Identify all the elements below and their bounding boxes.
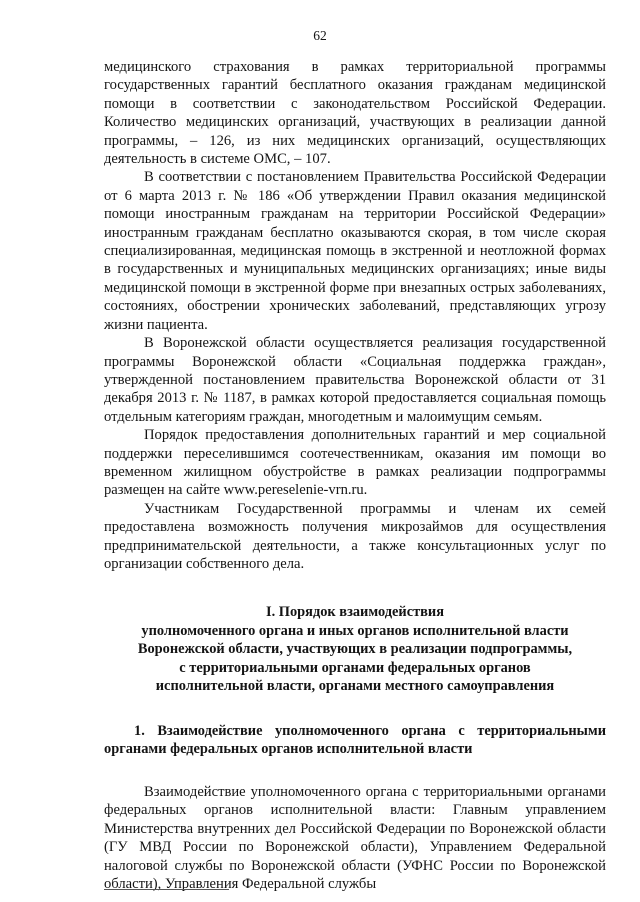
- subsection-title: 1. Взаимодействие уполномоченного органа с территориальными органами федеральных органов исполнительной власти: [104, 722, 606, 758]
- section-title-line: Воронежской области, участвующих в реализации подпрограммы,: [137, 641, 573, 658]
- paragraph-microloans: Участникам Государственной программы и членам их семей предоставлена возможность получения микрозаймов для осуществления предпринимательской деятельности, а также консультационных услуг по организации собственного дела.: [104, 500, 606, 572]
- section-title-line: уполномоченного органа и иных органов исполнительной власти: [141, 622, 569, 639]
- section-title-line: исполнительной власти, органами местного самоуправления: [155, 678, 555, 695]
- section-title-line: с территориальными органами федеральных органов: [179, 659, 531, 676]
- paragraph-additional-guarantees: Порядок предоставления дополнительных гарантий и мер социальной поддержки переселившимся соотечественникам, оказания им помощи во временном жилищном обустройстве в рамках реализации подпрограммы размещен на сайте www.pereselenie-vrn.ru.: [104, 427, 606, 499]
- document-body: [104, 58, 606, 893]
- paragraph-continuation: медицинского страхования в рамках территориальной программы государственных гарантий бесплатного оказания гражданам медицинской помощи в соответствии с законодательством Российской Федерации. Количество медицинских организаций, участвующих в реализации данной программы, – 126, из них медицинских организаций, осуществляющих деятельность в системе ОМС, – 107.: [104, 59, 606, 168]
- footer-divider: [104, 889, 229, 890]
- section-title: [104, 603, 606, 696]
- paragraph-foreign-citizens: В соответствии с постановлением Правительства Российской Федерации от 6 марта 2013 г. № 186 «Об утверждении Правил оказания медицинской помощи иностранным гражданам на территории Российской Федерации» иностранным гражданам бесплатно оказываются скорая, в том числе скорая специализированная, медицинская помощь в экстренной и неотложной формах в государственных и муниципальных медицинских организациях; иные виды медицинской помощи в экстренной форме при внезапных острых заболеваниях, состояниях, обострении хронических заболеваний, представляющих угрозу жизни пациента.: [104, 169, 606, 333]
- paragraph-social-support: В Воронежской области осуществляется реализация государственной программы Воронежской области «Социальная поддержка граждан», утвержденной постановлением правительства Воронежской области от 31 декабря 2013 г. № 1187, в рамках которой предоставляется социальная помощь отдельным категориям граждан, многодетным и малоимущим семьям.: [104, 335, 606, 425]
- section-title-line: I. Порядок взаимодействия: [265, 604, 445, 621]
- paragraph-interaction: Взаимодействие уполномоченного органа с территориальными органами федеральных органов исполнительной власти: Главным управлением Министерства внутренних дел Российской Федерации по Воронежской области (ГУ МВД России по Воронежской области), Управлением Федеральной налоговой службы по Воронежской области (УФНС России по Воронежской области), Управления Федеральной службы: [104, 783, 606, 892]
- page-number: 62: [313, 28, 327, 43]
